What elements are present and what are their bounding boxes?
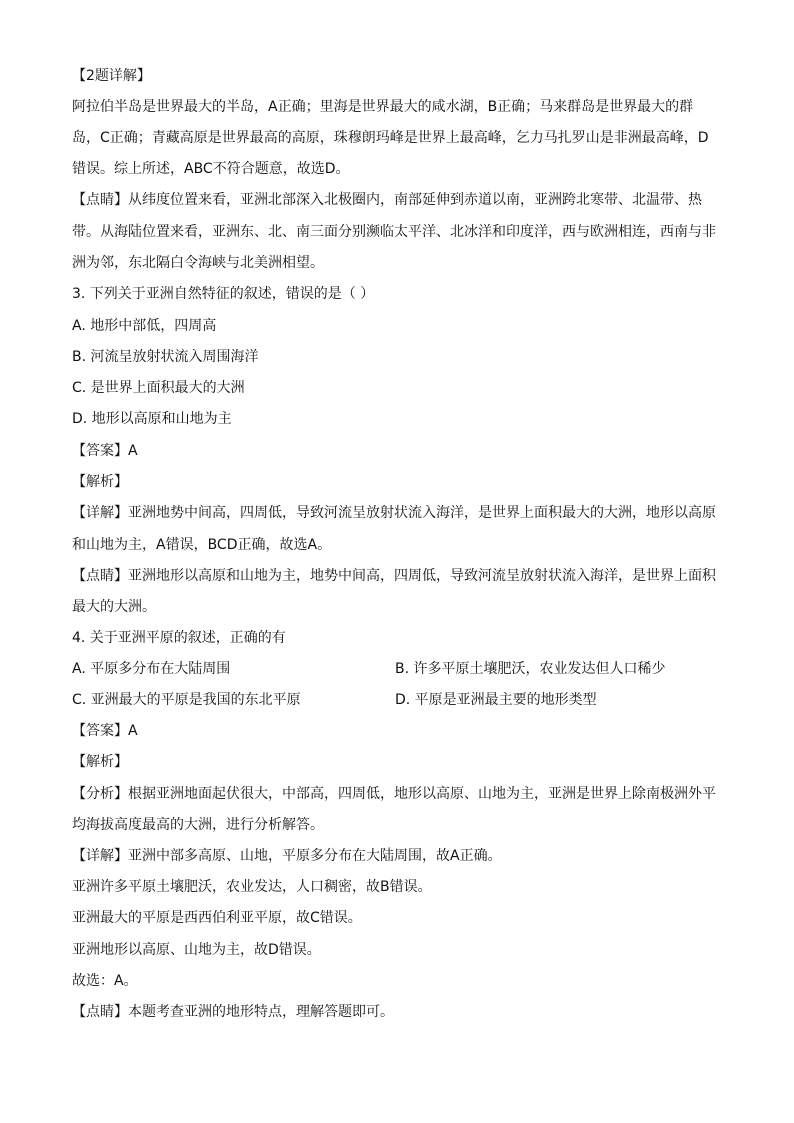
q2-note-line-2: 带。从海陆位置来看，亚洲东、北、南三面分别濒临太平洋、北冰洋和印度洋，西与欧洲相连，西南与非 — [72, 224, 716, 240]
q3-option-a: A. 地形中部低，四周高 — [72, 318, 217, 334]
q2-detail-line-3: 错误。综上所述，ABC不符合题意，故选D。 — [72, 161, 350, 177]
q4-detail-line-2: 亚洲许多平原土壤肥沃，农业发达，人口稠密，故B错误。 — [72, 879, 432, 895]
q4-option-a: A. 平原多分布在大陆周围 — [72, 661, 231, 677]
q4-note: 【点睛】本题考查亚洲的地形特点，理解答题即可。 — [72, 1004, 394, 1020]
q3-option-b: B. 河流呈放射状流入周围海洋 — [72, 349, 259, 365]
q4-detail-line-1: 【详解】亚洲中部多高原、山地，平原多分布在大陆周围，故A正确。 — [72, 848, 502, 864]
q4-option-d: D. 平原是亚洲最主要的地形类型 — [395, 692, 597, 708]
q3-detail-line-1: 【详解】亚洲地势中间高，四周低，导致河流呈放射状流入海洋，是世界上面积最大的大洲，地形以高原 — [72, 505, 716, 521]
q2-detail-line-2: 岛，C正确；青藏高原是世界最高的高原，珠穆朗玛峰是世界上最高峰，乞力马扎罗山是非洲最高峰，D — [72, 130, 709, 146]
q4-detail-line-5: 故选：A。 — [72, 973, 138, 989]
q4-detail-line-4: 亚洲地形以高原、山地为主，故D错误。 — [72, 942, 321, 958]
q2-note-line-1: 【点睛】从纬度位置来看，亚洲北部深入北极圈内，南部延伸到赤道以南，亚洲跨北寒带、北温带、热 — [72, 192, 702, 208]
q4-analysis-tag: 【解析】 — [72, 754, 128, 770]
q2-note-line-3: 洲为邻，东北隔白令海峡与北美洲相望。 — [72, 255, 324, 271]
q3-answer: 【答案】A — [72, 443, 138, 459]
q4-answer: 【答案】A — [72, 723, 138, 739]
q3-option-c: C. 是世界上面积最大的大洲 — [72, 380, 245, 396]
q4-option-c: C. 亚洲最大的平原是我国的东北平原 — [72, 692, 301, 708]
q3-note-line-1: 【点睛】亚洲地形以高原和山地为主，地势中间高，四周低，导致河流呈放射状流入海洋，是世界上面积 — [72, 568, 716, 584]
q4-stem: 4. 关于亚洲平原的叙述，正确的有 — [72, 630, 286, 646]
q4-analysis-line-1: 【分析】根据亚洲地面起伏很大，中部高，四周低，地形以高原、山地为主，亚洲是世界上除南极洲外平 — [72, 786, 716, 802]
q4-option-b: B. 许多平原土壤肥沃，农业发达但人口稀少 — [395, 661, 666, 677]
q4-detail-line-3: 亚洲最大的平原是西西伯利亚平原，故C错误。 — [72, 910, 362, 926]
q3-note-line-2: 最大的大洲。 — [72, 599, 156, 615]
q4-analysis-line-2: 均海拔高度最高的大洲，进行分析解答。 — [72, 817, 324, 833]
q2-detail-line-1: 阿拉伯半岛是世界最大的半岛，A正确；里海是世界最大的咸水湖，B正确；马来群岛是世界最大的群 — [72, 99, 694, 115]
q3-detail-line-2: 和山地为主，A错误，BCD正确，故选A。 — [72, 537, 332, 553]
q3-analysis-tag: 【解析】 — [72, 474, 128, 490]
q2-detail-tag: 【2题详解】 — [72, 68, 151, 84]
q3-option-d: D. 地形以高原和山地为主 — [72, 411, 232, 427]
q3-stem: 3. 下列关于亚洲自然特征的叙述，错误的是（ ） — [72, 286, 375, 302]
